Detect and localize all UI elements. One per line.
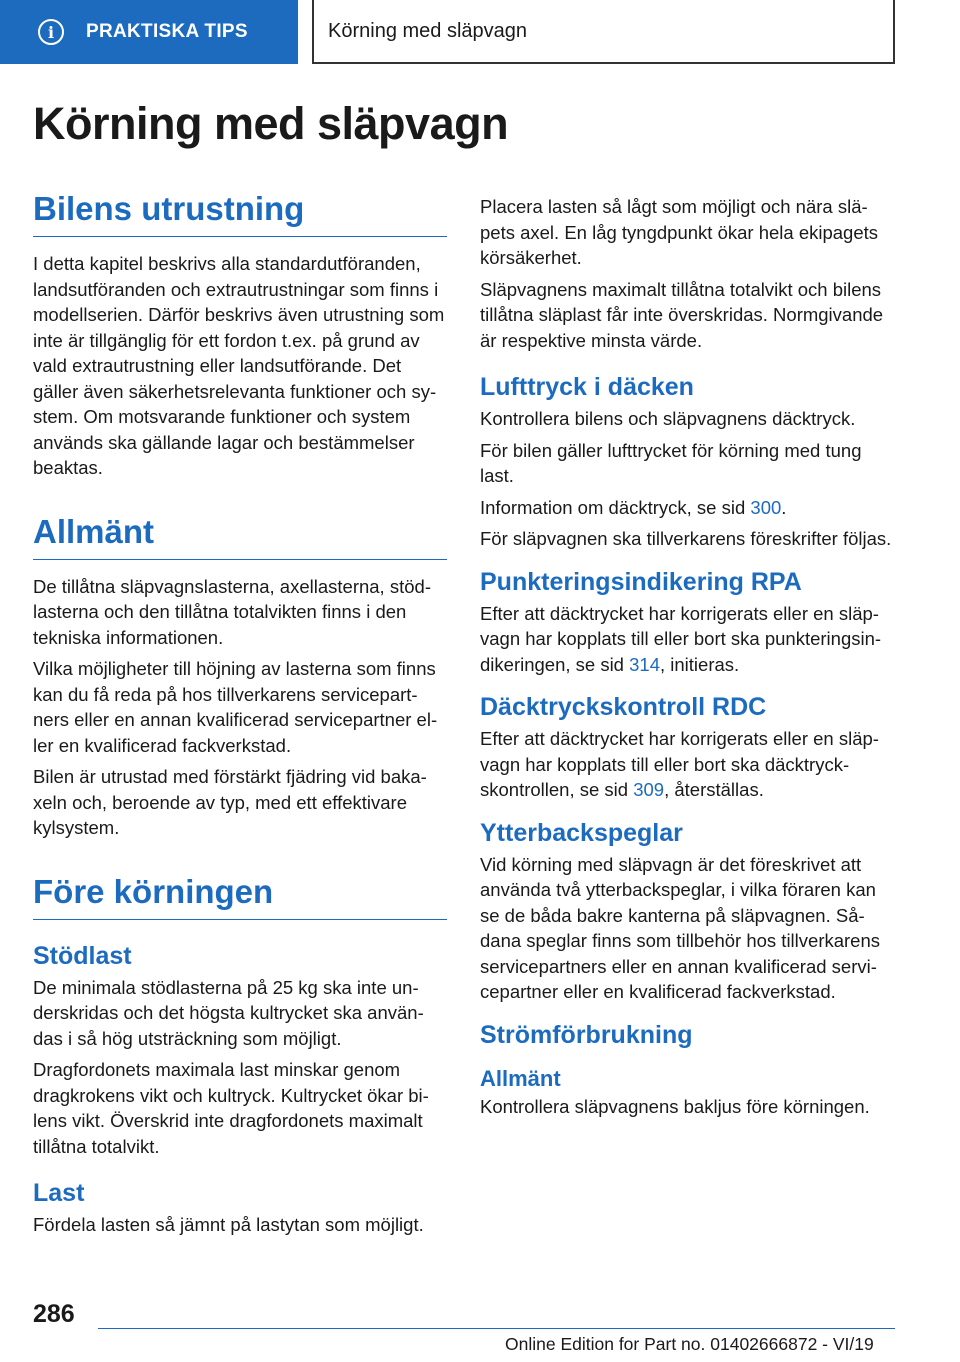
page-number: 286	[33, 1300, 75, 1328]
page-title: Körning med släpvagn	[33, 98, 509, 149]
heading-stodlast: Stödlast	[33, 941, 132, 970]
header-section-tab[interactable]	[0, 0, 298, 64]
paragraph: Kontrollera släpvagnens bakljus före körningen.	[480, 1095, 870, 1117]
paragraph: Efter att däcktrycket har korrigerats eller en släpvagn har kopplats till eller bort ska däcktryckskontrollen, se sid 309, återställas.	[480, 728, 879, 800]
paragraph: De tillåtna släpvagnslasterna, axellasterna, stödlasterna och den tillåtna totalvikten finns i den tekniska informationen.	[33, 575, 431, 648]
heading-ytterbackspeglar: Ytterbackspeglar	[480, 818, 683, 847]
paragraph: Information om däcktryck, se sid 300.	[480, 496, 787, 518]
paragraph: För släpvagnen ska tillverkarens föreskrifter följas.	[480, 528, 892, 549]
right-column	[480, 194, 894, 1125]
paragraph: De minimala stödlasterna på 25 kg ska inte underskridas och det högsta kultrycket ska användas i så hög utsträckning som möjligt.	[33, 976, 424, 1049]
heading-rdc: Däcktryckskontroll RDC	[480, 693, 767, 721]
heading-last: Last	[33, 1179, 85, 1207]
left-column	[33, 190, 447, 1244]
paragraph: Bilen är utrustad med förstärkt fjädring vid bakaxeln och, beroende av typ, med ett effektivare kylsystem.	[33, 766, 427, 838]
footer-edition: Online Edition for Part no. 01402666872 - VI/19	[505, 1334, 874, 1354]
paragraph: Vid körning med släpvagn är det föreskrivet att använda två ytterbackspeglar, i vilka föraren kan se de båda bakre kanterna på släpvagnen. Sådana speglar finns som tillbehör hos tillverkarens servicepartners eller en annan kvalificerad servicepartner eller en kvalificerad fackverkstad.	[480, 853, 881, 1002]
paragraph: I detta kapitel beskrivs alla standardutföranden, landsutföranden och extrautrustningar som finns i modellserien. Därför beskrivs även utrustning som inte är tillgänglig för ett fordon t.ex. på grund av vald extrautrustning eller landsutförande. Det gäller även säkerhetsrelevanta funktioner och system. Om motsvarande funktioner och system används ska gällande lagar och bestämmelser beaktas.	[33, 253, 445, 478]
paragraph: För bilen gäller lufttrycket för körning med tung last.	[480, 439, 862, 486]
heading-rpa: Punkteringsindikering RPA	[480, 567, 802, 596]
paragraph: Placera lasten så lågt som möjligt och nära släpets axel. En låg tyngdpunkt ökar hela ekipagets körsäkerhet.	[480, 196, 879, 268]
page-link[interactable]: 314	[629, 653, 660, 675]
paragraph: Efter att däcktrycket har korrigerats eller en släpvagn har kopplats till eller bort ska punkteringsindikeringen, se sid 314, initieras.	[480, 602, 882, 675]
heading-lufttryck: Lufttryck i däcken	[480, 373, 694, 401]
heading-fore-korningen: Före körningen	[33, 873, 447, 920]
footer-divider	[98, 1328, 895, 1329]
section-label: PRAKTISKA TIPS	[86, 21, 248, 42]
chapter-title: Körning med släpvagn	[328, 19, 528, 42]
heading-allmant-sub: Allmänt	[480, 1065, 561, 1091]
page-link[interactable]: 309	[633, 779, 665, 800]
header-chapter-box	[312, 0, 895, 64]
paragraph: Fördela lasten så jämnt på lastytan som möjligt.	[33, 1214, 424, 1235]
info-icon: i	[38, 19, 64, 45]
paragraph: Släpvagnens maximalt tillåtna totalvikt och bilens tillåtna släplast får inte överskridas. Normgivande är respektive minsta värde.	[480, 278, 884, 351]
heading-bilens-utrustning: Bilens utrustning	[33, 190, 447, 237]
heading-stromforbrukning: Strömförbrukning	[480, 1020, 693, 1049]
page-link[interactable]: 300	[750, 496, 782, 518]
paragraph: Dragfordonets maximala last minskar genom dragkrokens vikt och kultryck. Kultrycket ökar bilens vikt. Överskrid inte dragfordonets maximalt tillåtna totalvikt.	[33, 1059, 429, 1157]
paragraph: Vilka möjligheter till höjning av lasterna som finns kan du få reda på hos tillverkarens servicepartners eller en annan kvalificerad servicepartner eller en kvalificerad fackverkstad.	[33, 658, 438, 756]
heading-allmant: Allmänt	[33, 513, 447, 560]
paragraph: Kontrollera bilens och släpvagnens däcktryck.	[480, 408, 856, 429]
